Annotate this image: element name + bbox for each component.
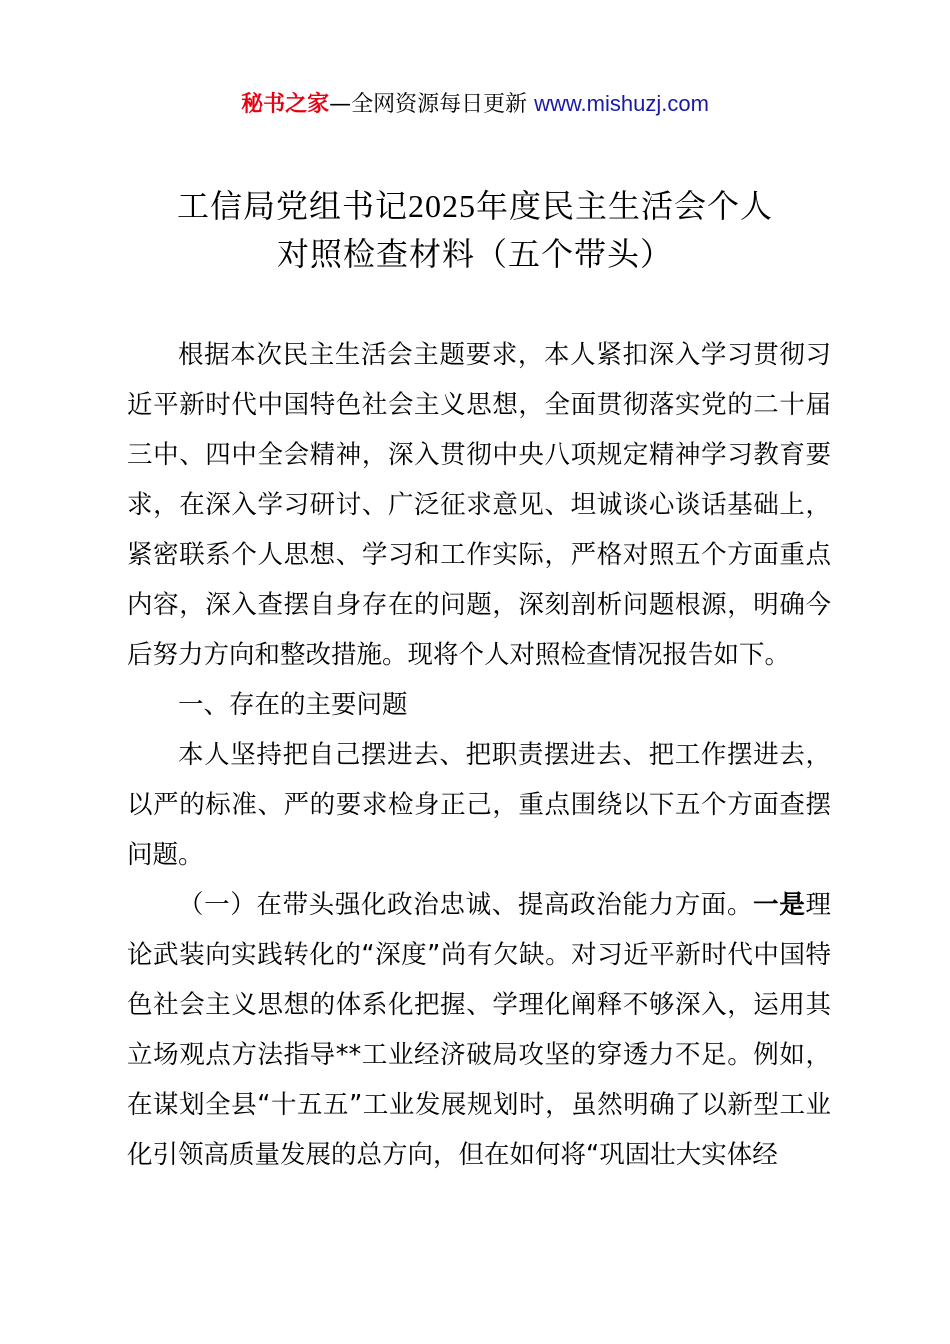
site-header [0, 88, 950, 121]
paragraph-overview: 本人坚持把自己摆进去、把职责摆进去、把工作摆进去，以严的标准、严的要求检身正己，重点围绕以下五个方面查摆问题。 [127, 740, 831, 870]
header-tagline: —全网资源每日更新 [329, 92, 535, 117]
document-title [0, 182, 950, 278]
section-heading-problems: 一、存在的主要问题 [178, 690, 408, 720]
point-text: 理论武装向实践转化的“深度”尚有欠缺。对习近平新时代中国特色社会主义思想的体系化把握、学理化阐释不够深入，运用其立场观点方法指导**工业经济破局攻坚的穿透力不足。例如，在谋划全县“十五五”工业发展规划时，虽然明确了以新型工业化引领高质量发展的总方向，但在如何将“巩固壮大实体经 [127, 890, 831, 1170]
document-body [127, 330, 831, 1180]
paragraph-intro: 根据本次民主生活会主题要求，本人紧扣深入学习贯彻习近平新时代中国特色社会主义思想，全面贯彻落实党的二十届三中、四中全会精神，深入贯彻中央八项规定精神学习教育要求，在深入学习研讨、广泛征求意见、坦诚谈心谈话基础上，紧密联系个人思想、学习和工作实际，严格对照五个方面重点内容，深入查摆自身存在的问题，深刻剖析问题根源，明确今后努力方向和整改措施。现将个人对照检查情况报告如下。 [127, 340, 831, 670]
title-line-1-start: 工信局党组书记 [176, 187, 408, 225]
title-line-2: 对照检查材料（五个带头） [276, 235, 673, 273]
title-year: 2025 [408, 188, 476, 224]
subsection-heading: （一）在带头强化政治忠诚、提高政治能力方面。 [178, 890, 754, 920]
point-marker: 一是 [753, 890, 806, 920]
brand-name: 秘书之家 [241, 92, 330, 117]
site-url[interactable]: www.mishuzj.com [534, 91, 709, 116]
title-line-1 [0, 182, 950, 230]
title-line-1-end: 年度民主生活会个人 [476, 187, 774, 225]
paragraph-section-1 [127, 880, 831, 1180]
